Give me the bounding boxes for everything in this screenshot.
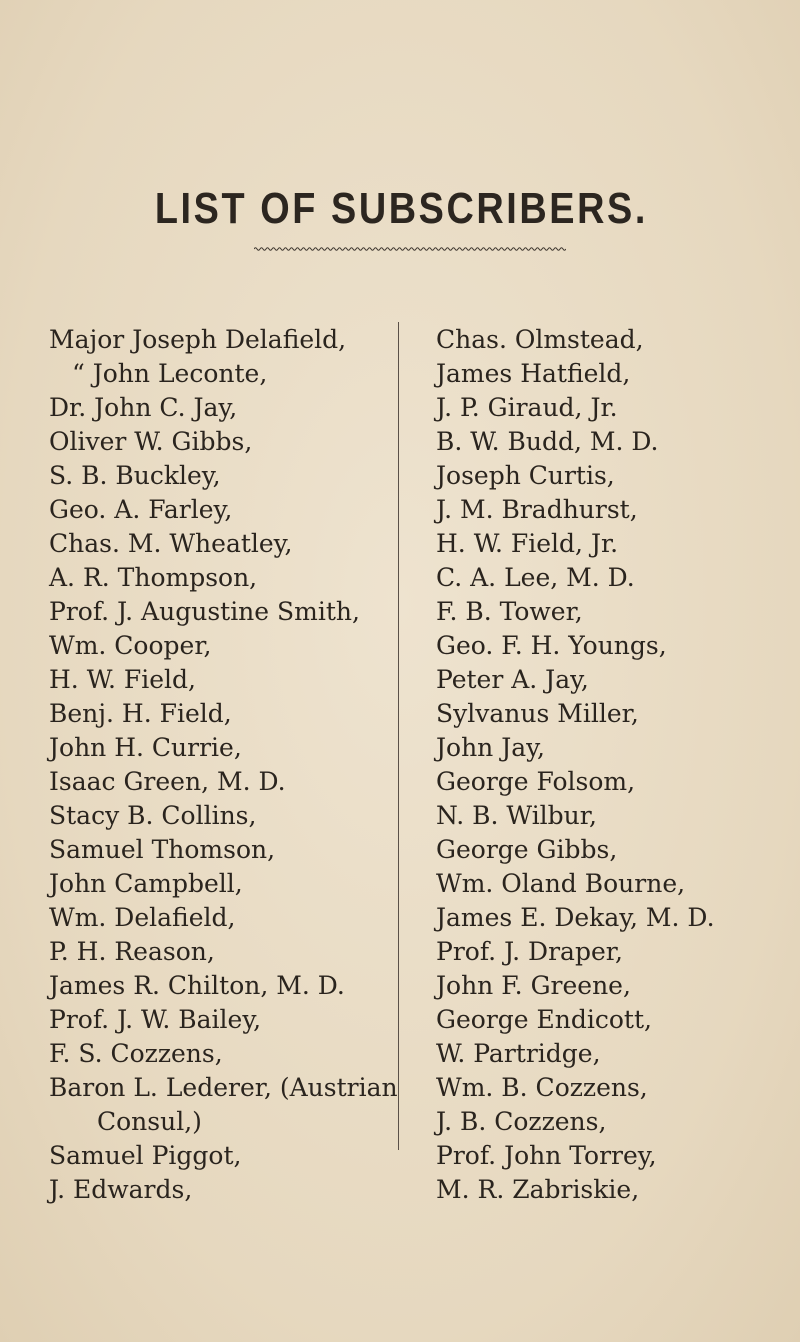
subscriber-name: Chas. Olmstead, [436,325,644,354]
subscriber-name: M. R. Zabriskie, [436,1175,640,1204]
subscriber-list-left [49,323,398,1207]
subscriber-name: A. R. Thompson, [49,563,258,592]
subscriber-name: Wm. Cooper, [49,631,212,660]
subscriber-name: Stacy B. Collins, [49,801,257,830]
subscriber-name-continuation: Consul,) [97,1107,202,1136]
subscriber-name: W. Partridge, [436,1039,601,1068]
subscriber-name: Baron L. Lederer, (Austrian [49,1073,398,1102]
subscriber-name: Major Joseph Delafield, [49,325,347,354]
subscriber-name: F. S. Cozzens, [49,1039,223,1068]
subscriber-name: Prof. J. W. Bailey, [49,1005,262,1034]
subscriber-name: Wm. B. Cozzens, [436,1073,648,1102]
subscriber-name: “ John Leconte, [72,359,268,388]
subscriber-name: Benj. H. Field, [49,699,232,728]
subscriber-name: Isaac Green, M. D. [49,767,286,796]
subscriber-name: F. B. Tower, [436,597,583,626]
subscriber-name: Geo. F. H. Youngs, [436,631,667,660]
subscriber-name: George Endicott, [436,1005,652,1034]
subscriber-name: Samuel Piggot, [49,1141,242,1170]
column-divider [398,322,399,1150]
subscriber-name: Prof. J. Draper, [436,937,623,966]
subscriber-name: Oliver W. Gibbs, [49,427,253,456]
subscriber-name: John Campbell, [49,869,243,898]
subscriber-name: H. W. Field, Jr. [436,529,619,558]
subscriber-name: C. A. Lee, M. D. [436,563,635,592]
subscriber-name: John F. Greene, [436,971,631,1000]
subscriber-name: George Gibbs, [436,835,618,864]
wavy-rule-icon [254,246,566,252]
subscriber-name: George Folsom, [436,767,636,796]
subscriber-name: Wm. Delafield, [49,903,236,932]
subscriber-name: Chas. M. Wheatley, [49,529,293,558]
subscriber-name: Dr. John C. Jay, [49,393,238,422]
subscriber-name: John Jay, [436,733,545,762]
title-ornamental-rule [254,246,566,252]
subscriber-list-right [436,323,796,1207]
subscriber-name: J. M. Bradhurst, [436,495,638,524]
subscriber-name: B. W. Budd, M. D. [436,427,659,456]
subscriber-name: John H. Currie, [49,733,242,762]
subscriber-name: Samuel Thomson, [49,835,276,864]
subscriber-name: Prof. J. Augustine Smith, [49,597,360,626]
subscriber-name: James E. Dekay, M. D. [436,903,715,932]
subscriber-name: Wm. Oland Bourne, [436,869,686,898]
subscriber-name: N. B. Wilbur, [436,801,597,830]
subscriber-name: Joseph Curtis, [436,461,615,490]
subscriber-name: H. W. Field, [49,665,196,694]
subscriber-name: James R. Chilton, M. D. [49,971,345,1000]
subscriber-name: P. H. Reason, [49,937,215,966]
subscriber-name: Peter A. Jay, [436,665,589,694]
page-title: LIST OF SUBSCRIBERS. [154,184,648,233]
subscriber-name: J. P. Giraud, Jr. [436,393,618,422]
subscriber-name: James Hatfield, [436,359,631,388]
subscriber-name: Sylvanus Miller, [436,699,639,728]
subscriber-name: S. B. Buckley, [49,461,221,490]
subscriber-name: J. B. Cozzens, [436,1107,607,1136]
subscriber-name: Geo. A. Farley, [49,495,233,524]
subscriber-name: J. Edwards, [49,1175,193,1204]
subscriber-name: Prof. John Torrey, [436,1141,657,1170]
